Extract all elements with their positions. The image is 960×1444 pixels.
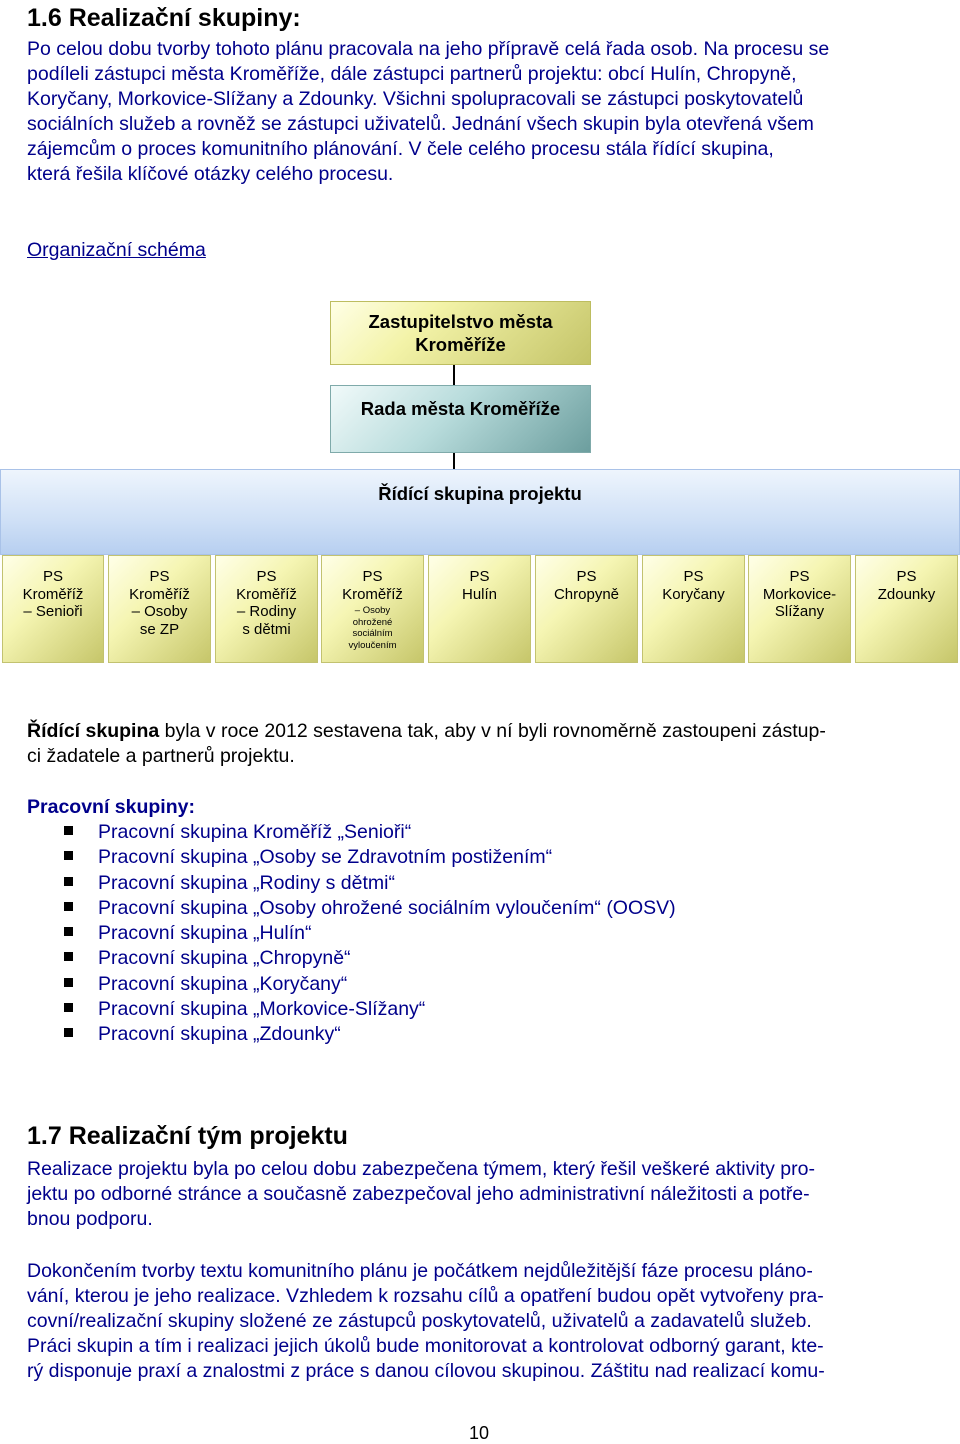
bullet-square-icon — [64, 1003, 73, 1012]
team-paragraph-2 — [27, 1259, 947, 1384]
ps-box-line: – Senioři — [23, 603, 83, 620]
list-item — [27, 845, 927, 870]
list-item — [27, 871, 927, 896]
intro-paragraph — [27, 37, 947, 187]
ps-box-small-line: – Osoby — [354, 605, 391, 616]
bullet-square-icon — [64, 927, 73, 936]
list-item — [27, 946, 927, 971]
bullet-square-icon — [64, 902, 73, 911]
working-groups-list — [27, 820, 927, 1048]
org-node-label: Rada města Kroměříže — [360, 398, 561, 419]
ps-box-line: Morkovice- — [762, 585, 837, 603]
intro-line: sociálních služeb a rovněž se zástupci uživatelů. Jednání všech skupin byla otevřená všem — [27, 113, 814, 135]
ps-box-line: PS — [576, 568, 597, 585]
list-item-text: Pracovní skupina „Morkovice-Slížany“ — [98, 998, 426, 1021]
org-node-label: Kroměříže — [415, 334, 506, 355]
list-item-text: Pracovní skupina „Osoby ohrožené sociálním vyloučením“ (OOSV) — [98, 896, 676, 919]
org-node-city-council — [330, 301, 591, 365]
bullet-square-icon — [64, 1028, 73, 1037]
ps-box-line: Kroměříž — [342, 585, 403, 603]
intro-line: Po celou dobu tvorby tohoto plánu pracovala na jeho přípravě celá řada osob. Na procesu se — [27, 38, 830, 60]
steering-bold: Řídící skupina — [27, 720, 160, 742]
org-schema-label: Organizační schéma — [27, 239, 206, 261]
ps-box-line: Slížany — [774, 603, 825, 620]
list-item-text: Pracovní skupina „Chropyně“ — [98, 947, 351, 970]
ps-box-line: Hulín — [461, 585, 498, 603]
bullet-square-icon — [64, 978, 73, 987]
working-groups-heading: Pracovní skupiny: — [27, 796, 195, 818]
list-item-text: Pracovní skupina „Osoby se Zdravotním postižením“ — [98, 846, 553, 869]
paragraph-line: Práci skupin a tím i realizaci jejich úkolů bude monitorovat a kontrolovat odborný garant, kte- — [27, 1335, 824, 1357]
list-item-text: Pracovní skupina „Hulín“ — [98, 922, 312, 945]
org-node-steering-group — [0, 469, 960, 555]
ps-box-line: Kroměříž — [236, 585, 297, 603]
intro-line: zájemcům o proces komunitního plánování. V čele celého procesu stála řídící skupina, — [27, 138, 774, 160]
list-item — [27, 1022, 927, 1047]
ps-box-seniors — [2, 555, 104, 663]
list-item-text: Pracovní skupina „Rodiny s dětmi“ — [98, 871, 395, 894]
team-paragraph-1 — [27, 1157, 947, 1232]
ps-box-line: PS — [469, 568, 490, 585]
page-number: 10 — [469, 1423, 490, 1443]
steering-rest: byla v roce 2012 sestavena tak, aby v ní byli rovnoměrně zastoupeni zástup- — [159, 720, 826, 742]
bullet-square-icon — [64, 952, 73, 961]
ps-box-hulin — [428, 555, 531, 663]
ps-box-social-exclusion — [321, 555, 424, 663]
org-node-label: Zastupitelstvo města — [368, 311, 553, 332]
org-node-label: Řídící skupina projektu — [378, 483, 582, 504]
paragraph-line: bnou podporu. — [27, 1208, 153, 1230]
paragraph-line: covní/realizační skupiny složené ze zástupců poskytovatelů, uživatelů a zadavatelů služeb. — [27, 1310, 812, 1332]
steering-line — [27, 719, 947, 744]
paragraph-line: vání, kterou je jeho realizace. Vzhledem k rozsahu cílů a opatření budou opět vytvořeny pra- — [27, 1285, 824, 1307]
paragraph-line: rý disponuje praxí a znalostmi z práce s danou cílovou skupinou. Záštitu nad realizací komu- — [27, 1360, 825, 1382]
ps-box-line: Kroměříž — [129, 585, 190, 603]
connector-line — [453, 453, 455, 469]
ps-box-line: PS — [789, 568, 810, 585]
section-heading-1-7: 1.7 Realizační tým projektu — [27, 1122, 348, 1150]
ps-box-small-line: sociálním — [352, 628, 393, 639]
ps-box-line: PS — [362, 568, 383, 585]
org-node-city-board — [330, 385, 591, 453]
ps-box-small-line: vyloučením — [348, 639, 397, 651]
ps-box-line: PS — [149, 568, 170, 585]
list-item-text: Pracovní skupina „Koryčany“ — [98, 972, 348, 995]
list-item — [27, 997, 927, 1022]
steering-description — [27, 719, 947, 769]
ps-box-line: Zdounky — [877, 585, 936, 603]
ps-box-families — [215, 555, 318, 663]
list-item — [27, 820, 927, 845]
ps-box-line: – Osoby — [131, 603, 188, 620]
ps-box-line: PS — [256, 568, 277, 585]
ps-box-korycany — [642, 555, 745, 663]
ps-box-line: PS — [683, 568, 704, 585]
ps-box-morkovice — [748, 555, 851, 663]
list-item — [27, 896, 927, 921]
connector-line — [453, 365, 455, 385]
bullet-square-icon — [64, 877, 73, 886]
ps-box-line: PS — [896, 568, 917, 585]
intro-line: Koryčany, Morkovice-Slížany a Zdounky. Všichni spolupracovali se zástupci poskytovatelů — [27, 88, 804, 110]
paragraph-line: jektu po odborné stránce a současně zabezpečoval jeho administrativní náležitosti a potře- — [27, 1183, 810, 1205]
section-heading-1-6: 1.6 Realizační skupiny: — [27, 4, 301, 32]
ps-box-line: Chropyně — [553, 585, 620, 603]
ps-box-small-text — [322, 605, 423, 651]
list-item-text: Pracovní skupina „Zdounky“ — [98, 1023, 341, 1046]
ps-box-small-line: ohrožené — [352, 616, 393, 628]
ps-box-line: s dětmi — [242, 620, 291, 638]
paragraph-line: Realizace projektu byla po celou dobu zabezpečena týmem, který řešil veškeré aktivity pro- — [27, 1158, 815, 1180]
list-item — [27, 921, 927, 946]
list-item-text: Pracovní skupina Kroměříž „Senioři“ — [98, 821, 412, 843]
ps-box-line: Kroměříž — [22, 585, 84, 603]
ps-box-line: – Rodiny — [236, 603, 297, 620]
intro-line: která řešila klíčové otázky celého procesu. — [27, 163, 394, 185]
ps-box-chropyne — [535, 555, 638, 663]
ps-box-line: Koryčany — [662, 585, 725, 603]
bullet-square-icon — [64, 826, 73, 835]
list-item — [27, 972, 927, 997]
steering-line: ci žadatele a partnerů projektu. — [27, 745, 295, 767]
ps-box-zdounky — [855, 555, 958, 663]
ps-box-disabled — [108, 555, 211, 663]
bullet-square-icon — [64, 851, 73, 860]
paragraph-line: Dokončením tvorby textu komunitního plánu je počátkem nejdůležitější fáze procesu pláno- — [27, 1260, 813, 1282]
ps-box-line: PS — [42, 568, 63, 585]
intro-line: podíleli zástupci města Kroměříže, dále zástupci partnerů projektu: obcí Hulín, Chropyně, — [27, 63, 797, 85]
ps-box-line: se ZP — [139, 620, 180, 638]
